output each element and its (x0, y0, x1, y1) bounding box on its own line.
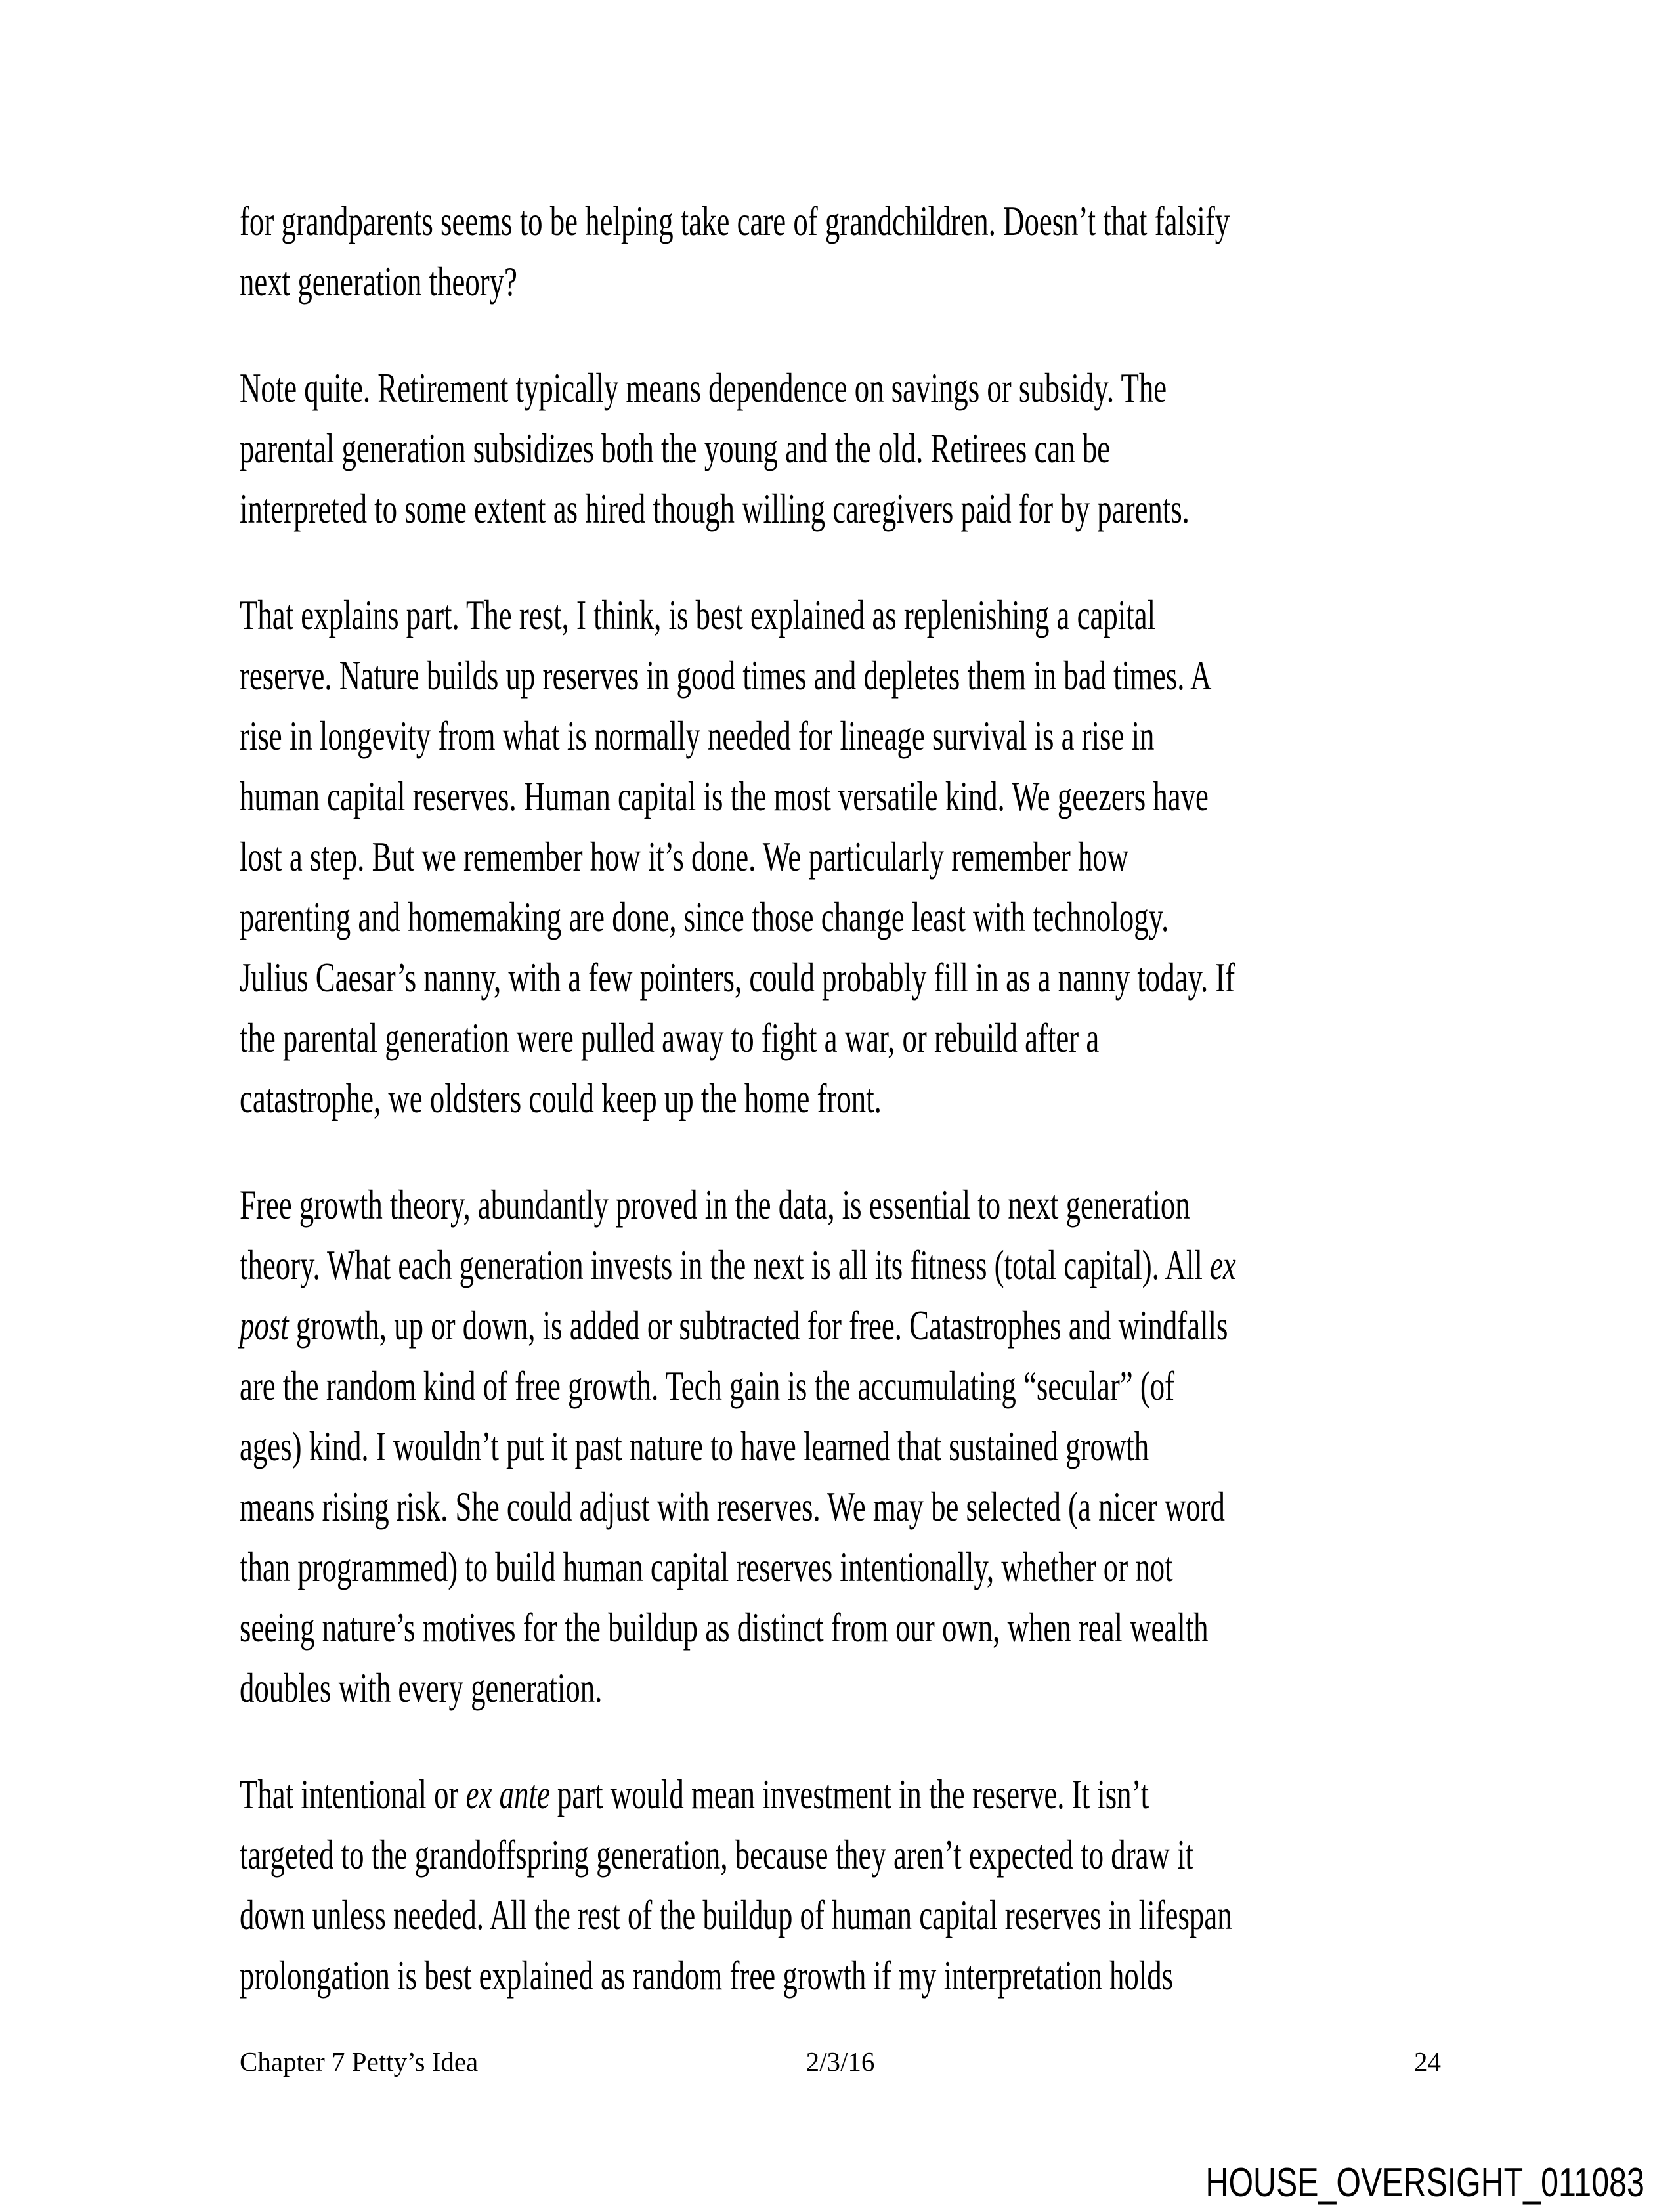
footer-page-number: 24 (1414, 2047, 1441, 2077)
paragraph (240, 191, 1441, 312)
text-line (240, 1295, 1228, 1356)
text-line (240, 887, 1169, 947)
text-line (240, 479, 1190, 539)
text-segment: lost a step. But we remember how it’s done. We particularly remember how (240, 833, 1129, 880)
text-segment: doubles with every generation. (240, 1664, 603, 1711)
paragraph (240, 358, 1441, 539)
text-line (240, 1658, 1081, 1718)
text-line (240, 706, 1155, 766)
text-line (240, 358, 1167, 418)
text-segment: parental generation subsidizes both the young and the old. Retirees can be (240, 425, 1111, 471)
text-segment: human capital reserves. Human capital is the most versatile kind. We geezers have (240, 773, 1209, 819)
paragraph (240, 585, 1441, 1129)
text-line (240, 1068, 1081, 1129)
text-line (240, 1945, 1174, 2006)
text-segment: catastrophe, we oldsters could keep up the home front. (240, 1075, 882, 1121)
text-segment: the parental generation were pulled away to fight a war, or rebuild after a (240, 1014, 1100, 1061)
text-segment: for grandparents seems to be helping take care of grandchildren. Doesn’t that falsify (240, 198, 1230, 244)
text-segment: Julius Caesar’s nanny, with a few pointers, could probably fill in as a nanny today. If (240, 954, 1235, 1001)
text-line (240, 766, 1209, 827)
text-segment: theory. What each generation invests in the next is all its fitness (total capital). All (240, 1242, 1211, 1288)
text-line (240, 1235, 1236, 1295)
text-segment: down unless needed. All the rest of the buildup of human capital reserves in lifespan (240, 1892, 1232, 1938)
page-footer (240, 2049, 1441, 2081)
text-line (240, 1825, 1193, 1885)
text-segment: targeted to the grandoffspring generation, because they aren’t expected to draw it (240, 1831, 1193, 1878)
text-segment: means rising risk. She could adjust with reserves. We may be selected (a nicer word (240, 1483, 1225, 1530)
text-line (240, 191, 1230, 251)
paragraph (240, 1175, 1441, 1718)
text-segment: than programmed) to build human capital reserves intentionally, whether or not (240, 1544, 1173, 1590)
text-line (240, 1175, 1190, 1235)
text-line (240, 645, 1212, 706)
text-segment: interpreted to some extent as hired though willing caregivers paid for by parents. (240, 485, 1190, 532)
footer-chapter-title: Chapter 7 Petty’s Idea (240, 2047, 479, 2077)
text-line (240, 827, 1129, 887)
text-segment: Free growth theory, abundantly proved in the data, is essential to next generation (240, 1181, 1190, 1228)
text-line (240, 947, 1235, 1008)
document-body (240, 191, 1441, 2052)
text-line (240, 1764, 1149, 1825)
footer-date: 2/3/16 (805, 2047, 875, 2077)
text-segment: That explains part. The rest, I think, is best explained as replenishing a capital (240, 592, 1156, 638)
italic-text: ex (1210, 1242, 1236, 1288)
bates-stamp: HOUSE_OVERSIGHT_011083 (1205, 2160, 1644, 2205)
text-segment: seeing nature’s motives for the buildup as distinct from our own, when real wealth (240, 1604, 1209, 1651)
text-segment: ages) kind. I wouldn’t put it past nature to have learned that sustained growth (240, 1423, 1149, 1469)
text-segment: That intentional or (240, 1771, 466, 1817)
text-line (240, 1597, 1209, 1658)
italic-text: ex ante (465, 1771, 550, 1817)
text-segment: parenting and homemaking are done, since those change least with technology. (240, 894, 1169, 940)
text-line (240, 1416, 1149, 1477)
text-line (240, 251, 1081, 312)
paragraph (240, 1764, 1441, 2006)
text-line (240, 1885, 1232, 1945)
text-line (240, 585, 1156, 645)
text-line (240, 1477, 1225, 1537)
text-segment: rise in longevity from what is normally needed for lineage survival is a rise in (240, 712, 1155, 759)
text-segment: growth, up or down, is added or subtracted for free. Catastrophes and windfalls (288, 1302, 1228, 1349)
italic-text: post (240, 1302, 289, 1349)
text-segment: part would mean investment in the reserve. It isn’t (549, 1771, 1149, 1817)
text-line (240, 1356, 1175, 1416)
text-segment: are the random kind of free growth. Tech gain is the accumulating “secular” (of (240, 1362, 1175, 1409)
text-line (240, 1537, 1173, 1597)
text-segment: prolongation is best explained as random free growth if my interpretation holds (240, 1952, 1174, 1999)
text-segment: reserve. Nature builds up reserves in good times and depletes them in bad times. A (240, 652, 1212, 699)
text-segment: next generation theory? (240, 258, 517, 305)
text-segment: Note quite. Retirement typically means dependence on savings or subsidy. The (240, 364, 1167, 411)
text-line (240, 1008, 1100, 1068)
text-line (240, 418, 1111, 479)
